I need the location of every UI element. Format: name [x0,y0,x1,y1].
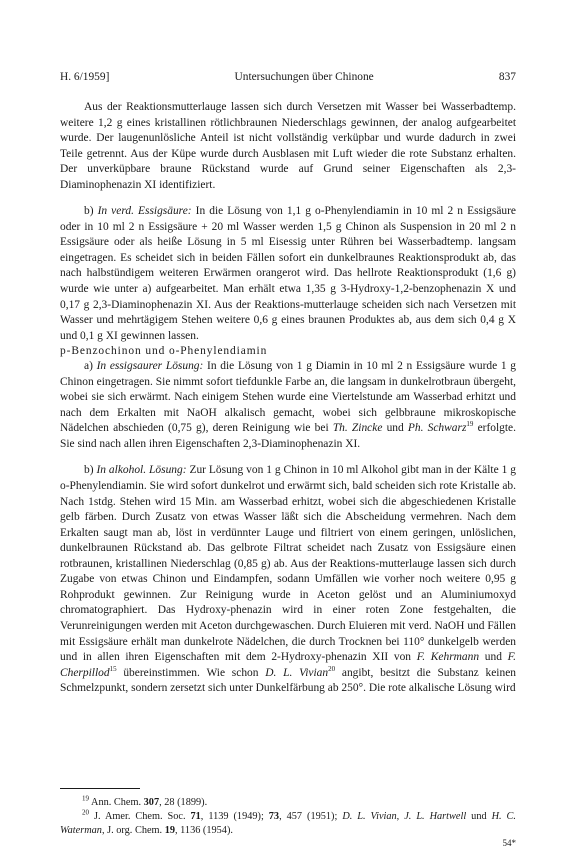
author-name: D. L. Vivian, J. L. Hartwell [342,810,467,822]
section-heading: p-Benzochinon und o-Phenylendiamin [60,345,268,358]
paragraph-text: angibt, besitzt die Substanz keinen Schmelzpunkt, sondern zersetzt sich unter Dunkelfärbung ab 250°. Die rote alkalische Lösung wird [60,666,516,695]
page-number: 837 [498,71,516,83]
author-name: F. Kehrmann [416,651,480,664]
journal-issue: H. 6/1959] [60,71,110,83]
running-title: Untersuchungen über Chinone [234,71,374,83]
footnote-ref[interactable]: 20 [328,664,336,673]
subheading-italic: In alkohol. Lösung: [96,464,187,477]
item-label: a) [84,360,97,373]
paragraph-text: Zur Lösung von 1 g Chinon in 10 ml Alkohol gibt man in der Kälte 1 g o-Phenylendiamin. Sie wird sofort dunkelrot und erwärmt sich, bald scheiden sich rote Kristalle ab. Nach 1stdg. Stehen wird 15 Min. am Wasserbad erhitzt, wobei sich die abgeschiedenen Kristalle gelb färben. Durch Zusatz von etwas Wasser läßt sich die Abscheidung vermehren. Nach dem Erkalten saugt man ab, löst in verdünnter Lauge und filtriert von einem geringen, unlöslichen, dunkelbraunen Rückstand ab. Das gelbrote Filtrat scheidet nach Zusatz von Essigsäure einen rotbraunen, kristallinen Niederschlag (0,85 g) ab. Aus der Reaktions-mutterlauge lassen sich durch Zugabe von etwas Chinon und Eindampfen, sodann Umfällen wie vorher noch weitere 0,95 g Rohprodukt gewinnen. Zur Reinigung wurde in Aceton gelöst und an Aluminiumoxyd chromatographiert. Das Hydroxy-phenazin wird in einer roten Zone festgehalten, die Verunreinigungen werden mit Aceton durchgewaschen. Durch Eluieren mit verd. NaOH und Fällen mit Essigsäure erhält man dunkelrote Nädelchen, die durch Trocknen bei 110° dunkelgelb werden und in allen ihren Eigenschaften mit dem 2-Hydroxy-phenazin XII von [60,464,516,664]
author-name: F. Cherpillod [60,651,517,679]
item-label: b) [84,205,98,218]
paragraph-reaction-mother-liquor: Aus der Reaktionsmutterlauge lassen sich durch Versetzen mit Wasser bei Wasserbadtemp. weitere 1,2 g eines kristallinen rötlichbraunen Niederschlags gewinnen, der analog aufgearbeitet wurde. Der laugenunlösliche Anteil ist nicht vollständig verküpbar und wurde dadurch in zwei Teile getrennt. Aus der Küpe wurde durch Ausblasen mit Luft wieder die rote Substanz erhalten. Der unverküpbare braune Rückstand wurde auf Grund seiner Eigenschaften als 2,3-Diaminophenazin XI identifiziert. [60,101,516,191]
author-name: Th. Zincke [332,422,383,435]
footnote-ref[interactable]: 19 [466,420,474,429]
footnote-19 [60,796,516,810]
footnote-text: , J. org. Chem. [101,824,165,836]
footnote-text: und [466,810,492,822]
paragraph-text: In die Lösung von 1,1 g o-Phenylendiamin in 10 ml 2 n Essigsäure oder in 10 ml 2 n Essigsäure + 20 ml Wasser werden 1,5 g Chinon als Suspension in 20 ml 2 n Essigsäure oder als heiße Lösung in 5 ml Eisessig unter Rühren bei Wasserbadtemp. langsam eingetragen. Es scheidet sich in beiden Fällen sofort ein dunkelbraunes Reaktionsprodukt ab, das nach halbstündigem weiteren Erwärmen orangerot wird. Das hellrote Reaktionsprodukt (1,6 g) wurde wie unter a) aufgearbeitet. Man erhält etwa 1,35 g 3-Hydroxy-1,2-benzophenazin X und 0,17 g 2,3-Diaminophenazin XI. Aus der Reaktions-mutterlauge scheiden sich nach Versetzen mit Wasser und mehrtägigem Stehen weitere 0,6 g eines braunen Produktes ab, aus dem sich 0,4 g X und 0,1 g XI gewinnen lassen. [60,205,517,342]
footnotes [60,796,516,837]
subheading-italic: In essigsaurer Lösung: [96,360,204,373]
footnote-text: , 28 (1899). [159,797,208,808]
footnote-ref[interactable]: 15 [109,664,117,673]
signature-mark: 54* [502,838,516,848]
item-label: b) [84,464,97,477]
body-text [60,100,516,697]
paragraph-alcoholic-solution [60,463,516,696]
paragraph-text: übereinstimmen. Wie schon [116,666,266,679]
subheading-italic: In verd. Essigsäure: [97,205,192,218]
footnote-text: J. Amer. Chem. Soc. [89,810,191,822]
author-name: Ph. Schwarz [407,422,467,435]
footnote-text: Ann. Chem. [89,797,144,808]
volume-number: 19 [164,824,175,836]
footnote-text: , 1136 (1954). [175,824,233,836]
volume-number: 73 [268,810,280,822]
volume-number: 71 [190,810,201,822]
footnote-divider [60,788,140,789]
author-name: D. L. Vivian [265,666,329,679]
paragraph-acetic-solution [60,359,516,452]
running-header [60,70,516,84]
footnote-text: , 457 (1951); [279,810,343,822]
footnote-text: , 1139 (1949); [200,810,269,822]
footnote-number: 19 [82,794,89,803]
footnote-number: 20 [82,808,89,817]
paragraph-text: und [479,651,508,664]
footnote-20 [60,810,516,838]
paragraph-text: und [382,422,408,435]
paragraph-text: In die Lösung von 1 g Diamin in 10 ml 2 n Essigsäure wurde 1 g Chinon eingetragen. Sie nimmt sofort tiefdunkle Farbe an, die langsam in dunkelrotbraun übergeht, wobei sie sich erwärmt. Nach einigem Stehen wurde eine Viertelstunde am Wasserbad erhitzt und nach dem Erkalten mit NaOH alkalisch gemacht, wobei sich gelbbraune mikroskopische Nädelchen abschieden (0,75 g), deren Reinigung wie bei [60,360,517,435]
volume-number: 307 [143,797,160,808]
paragraph-text: erfolgte. Sie sind nach allen ihren Eigenschaften 2,3-Diaminophenazin XI. [60,422,516,450]
paragraph-dilute-acetic-acid [60,204,516,344]
author-name: H. C. Waterman [60,810,516,836]
